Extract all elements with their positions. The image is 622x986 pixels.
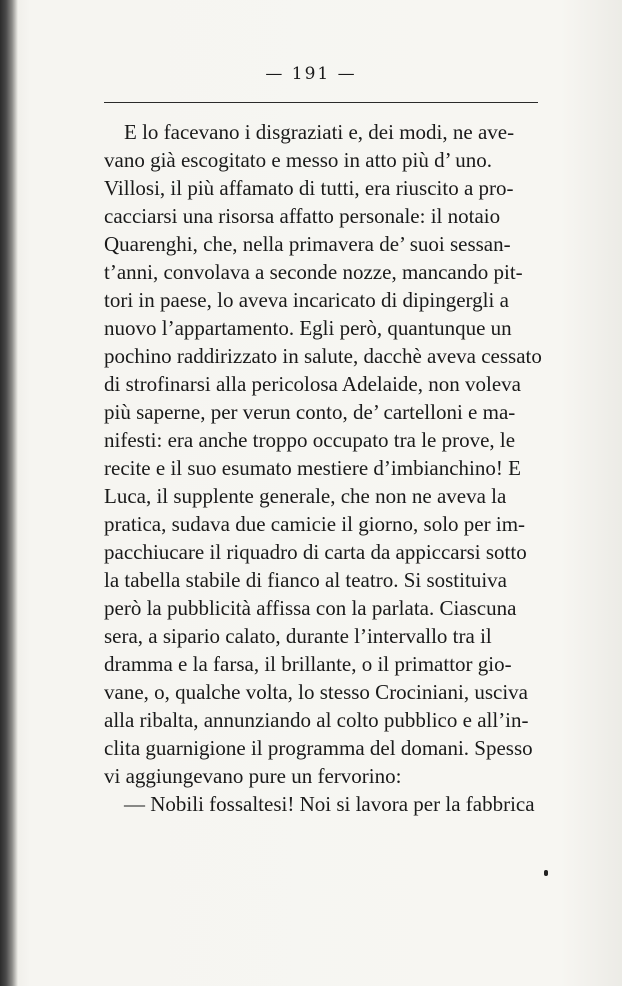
text-line: nuovo l’appartamento. Egli però, quantunque un — [104, 316, 512, 340]
text-line: recite e il suo esumato mestiere d’imbianchino! E — [104, 456, 521, 480]
text-line: vi aggiungevano pure un fervorino: — [104, 764, 402, 788]
text-line: di strofinarsi alla pericolosa Adelaide, non voleva — [104, 372, 521, 396]
text-line: Quarenghi, che, nella primavera de’ suoi sessan- — [104, 232, 511, 256]
text-line: tori in paese, lo aveva incaricato di dipingergli a — [104, 288, 509, 312]
text-line: dramma e la farsa, il brillante, o il primattor gio- — [104, 652, 512, 676]
page-number: — 191 — — [265, 64, 357, 84]
text-line: vane, o, qualche volta, lo stesso Crociniani, usciva — [104, 680, 528, 704]
text-line: più saperne, per verun conto, de’ cartelloni e ma- — [104, 400, 516, 424]
text-line: nifesti: era anche troppo occupato tra le prove, le — [104, 428, 516, 452]
text-line: pacchiucare il riquadro di carta da appiccarsi sotto — [104, 540, 527, 564]
ink-speck — [544, 870, 548, 876]
text-line: la tabella stabile di fianco al teatro. Si sostituiva — [104, 568, 507, 592]
text-line: — Nobili fossaltesi! Noi si lavora per la fabbrica — [124, 792, 535, 816]
text-line: Villosi, il più affamato di tutti, era riuscito a pro- — [104, 176, 514, 200]
page-binding-shadow — [0, 0, 18, 986]
text-line: vano già escogitato e messo in atto più d’ uno. — [104, 148, 493, 172]
text-line: E lo facevano i disgraziati e, dei modi, ne ave- — [124, 120, 515, 144]
text-line: pochino raddirizzato in salute, dacchè aveva cessato — [104, 344, 542, 368]
body-text — [104, 118, 552, 818]
text-line: clita guarnigione il programma del domani. Spesso — [104, 736, 533, 760]
text-line: sera, a sipario calato, durante l’intervallo tra il — [104, 624, 492, 648]
text-line: alla ribalta, annunziando al colto pubblico e all’in- — [104, 708, 529, 732]
text-line: però la pubblicità affissa con la parlata. Ciascuna — [104, 596, 517, 620]
text-line: cacciarsi una risorsa affatto personale: il notaio — [104, 204, 501, 228]
text-line: Luca, il supplente generale, che non ne aveva la — [104, 484, 507, 508]
text-line: t’anni, convolava a seconde nozze, mancando pit- — [104, 260, 523, 284]
text-line: pratica, sudava due camicie il giorno, solo per im- — [104, 512, 526, 536]
header-rule — [104, 102, 538, 103]
